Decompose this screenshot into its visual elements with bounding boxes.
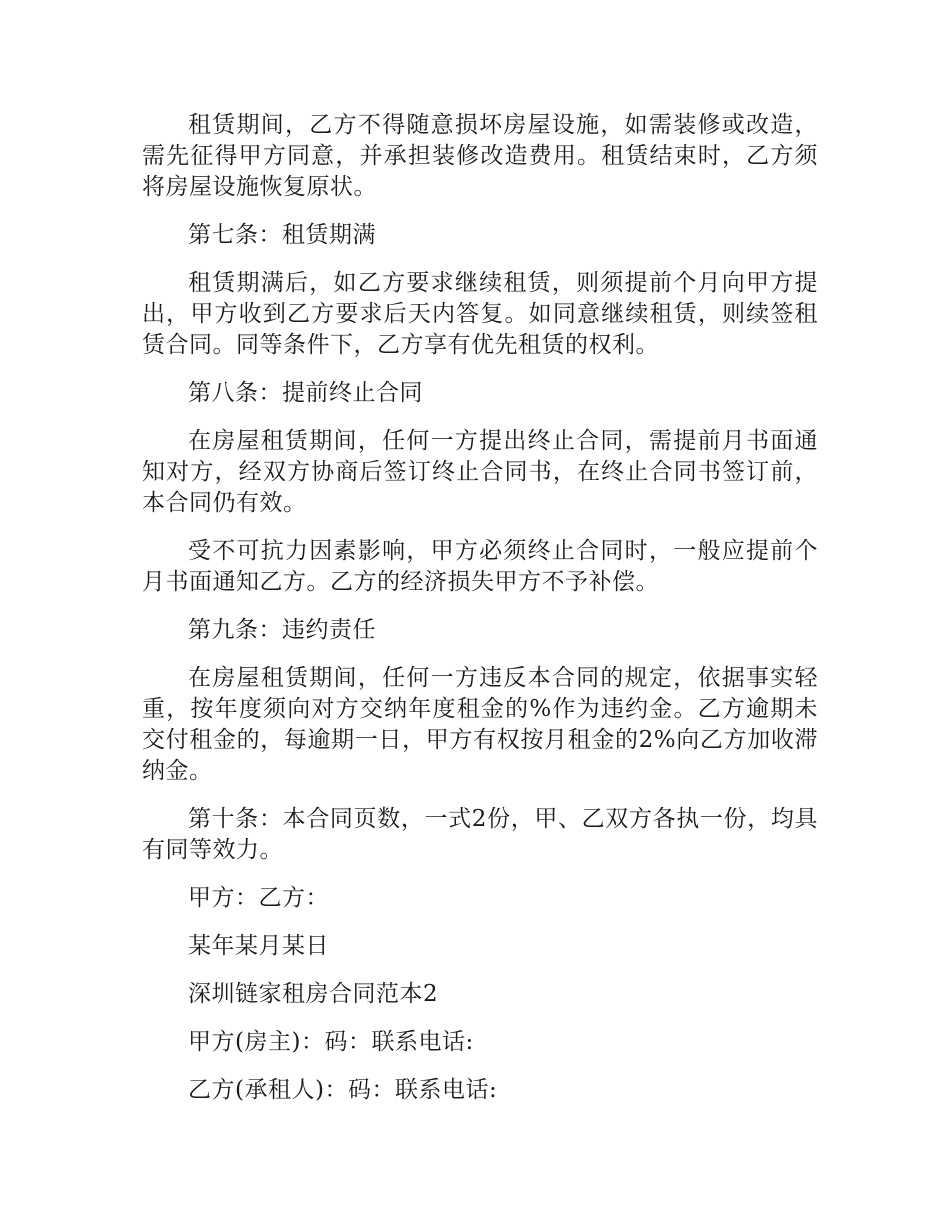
paragraph-renovation-terms: 租赁期间，乙方不得随意损坏房屋设施，如需装修或改造，需先征得甲方同意，并承担装修改造费用。租赁结束时，乙方须将房屋设施恢复原状。 xyxy=(142,112,818,200)
party-b-line: 乙方(承租人)：码：联系电话: xyxy=(188,1077,498,1103)
paragraph-force-majeure: 受不可抗力因素影响，甲方必须终止合同时，一般应提前个月书面通知乙方。乙方的经济损失甲方不予补偿。 xyxy=(142,538,818,595)
signature-date: 某年某月某日 xyxy=(188,933,329,959)
signature-parties: 甲方：乙方： xyxy=(188,885,329,911)
heading-article-7: 第七条：租赁期满 xyxy=(188,222,376,248)
heading-contract-template-2: 深圳链家租房合同范本2 xyxy=(188,981,439,1007)
paragraph-early-termination: 在房屋租赁期间，任何一方提出终止合同，需提前月书面通知对方，经双方协商后签订终止合同书，在终止合同书签订前，本合同仍有效。 xyxy=(142,428,818,516)
party-a-line: 甲方(房主)：码：联系电话: xyxy=(188,1029,474,1055)
heading-article-9: 第九条：违约责任 xyxy=(188,617,376,643)
heading-article-8: 第八条：提前终止合同 xyxy=(188,380,423,406)
paragraph-breach-liability: 在房屋租赁期间，任何一方违反本合同的规定，依据事实轻重，按年度须向对方交纳年度租金的%作为违约金。乙方逾期未交付租金的，每逾期一日，甲方有权按月租金的2%向乙方加收滞纳金。 xyxy=(142,665,818,784)
document-page xyxy=(142,110,818,1123)
paragraph-lease-expiry: 租赁期满后，如乙方要求继续租赁，则须提前个月向甲方提出，甲方收到乙方要求后天内答复。如同意继续租赁，则续签租赁合同。同等条件下，乙方享有优先租赁的权利。 xyxy=(142,270,818,358)
paragraph-article-10: 第十条：本合同页数，一式2份，甲、乙双方各执一份，均具有同等效力。 xyxy=(142,806,818,863)
